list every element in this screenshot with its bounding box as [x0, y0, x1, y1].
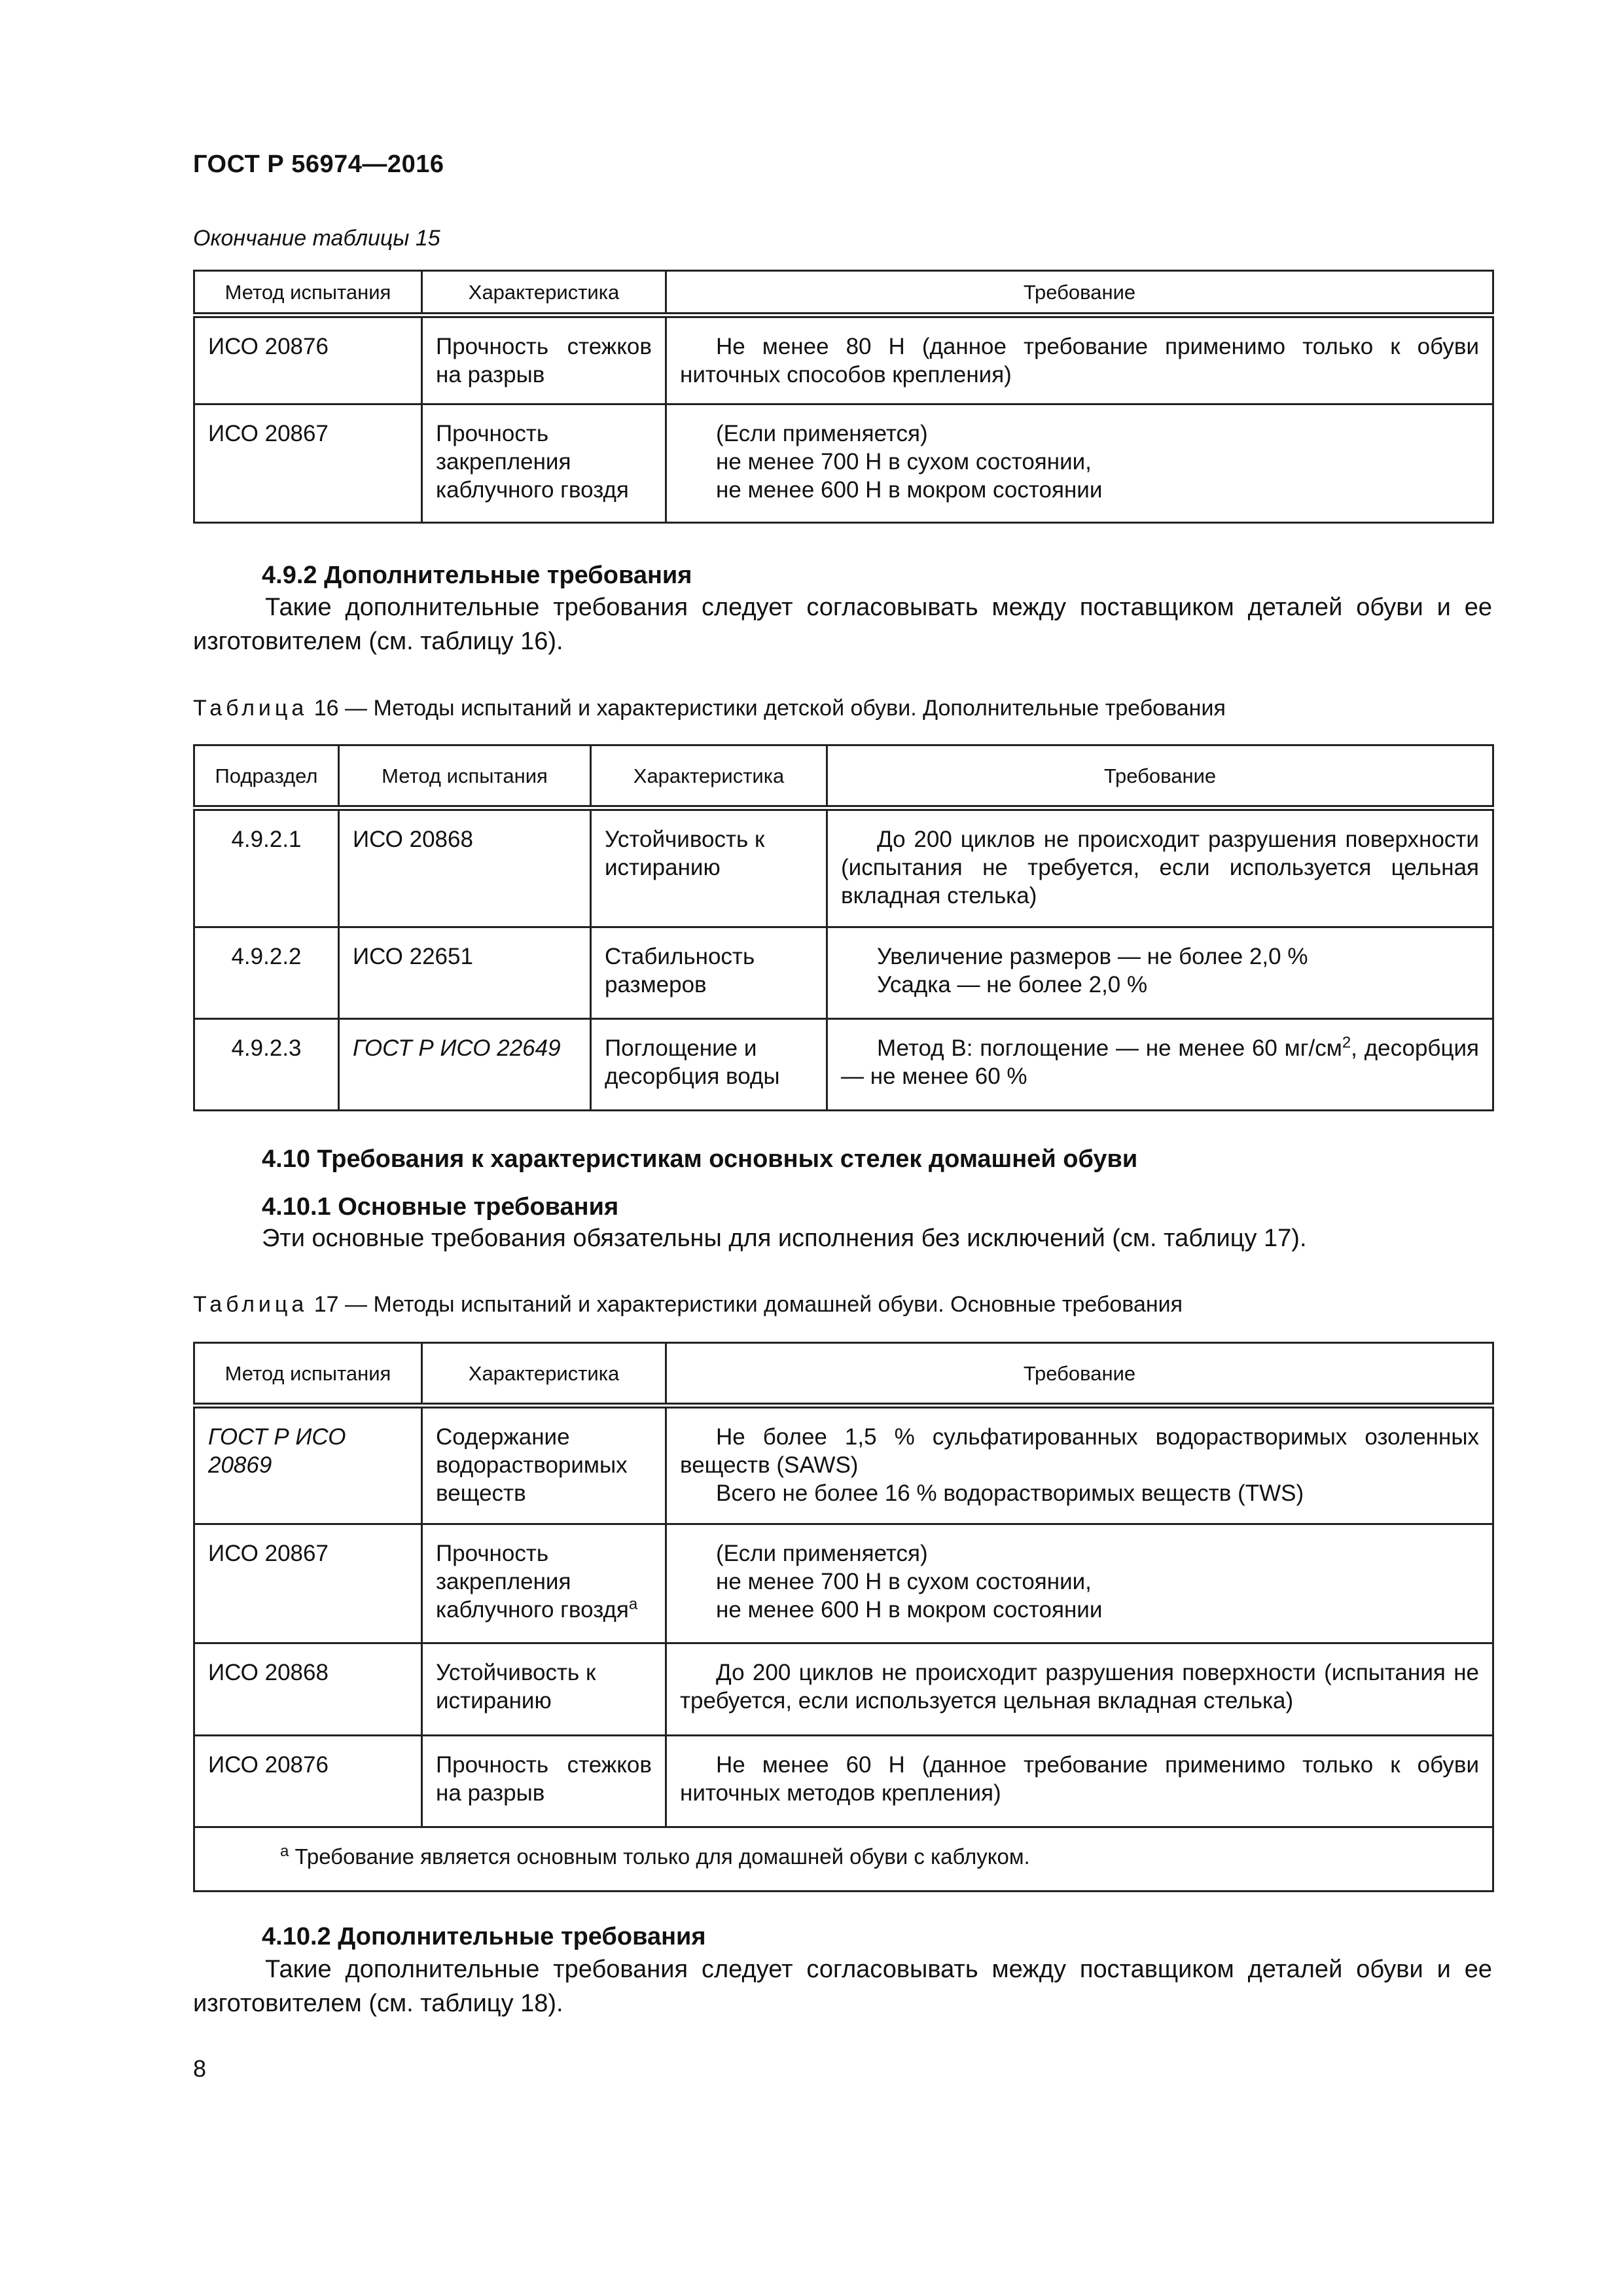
requirement-text: , десорбция — не менее 60 %	[841, 1035, 1480, 1089]
characteristic-cell: Прочность стежков на разрыв	[422, 1736, 666, 1827]
section-heading-4-10: 4.10 Требования к характеристикам основных стелек домашней обуви	[262, 1145, 1138, 1173]
footnote-marker: а	[628, 1595, 638, 1613]
table17-caption	[193, 1292, 1183, 1318]
subsection-cell: 4.9.2.2	[194, 927, 339, 1019]
method-cell: ГОСТ Р ИСО 22649	[339, 1019, 591, 1111]
characteristic-cell: Прочность закрепления каблучного гвоздя	[422, 404, 666, 523]
footnote-marker: а	[280, 1842, 289, 1860]
section-text-4-10-1: Эти основные требования обязательны для исполнения без исключений (см. таблицу 17).	[262, 1225, 1307, 1252]
table-row	[194, 808, 1493, 927]
requirement-line: не менее 600 Н в мокром состоянии	[716, 477, 1103, 503]
requirement-line: (Если применяется)	[716, 421, 928, 446]
table16	[193, 744, 1494, 1111]
requirement-cell: Не менее 80 Н (данное требование применимо только к обуви ниточных способов крепления)	[666, 315, 1493, 404]
requirement-cell	[827, 1019, 1493, 1111]
table17-header-requirement: Требование	[666, 1343, 1493, 1406]
footnote-text: Требование является основным только для домашней обуви с каблуком.	[294, 1844, 1030, 1869]
table16-caption	[193, 696, 1226, 721]
method-cell: ИСО 20867	[194, 404, 422, 523]
table16-header-method: Метод испытания	[339, 745, 591, 808]
requirement-line: Увеличение размеров — не более 2,0 %	[877, 944, 1308, 969]
method-cell: ИСО 20876	[194, 1736, 422, 1827]
table16-header-requirement: Требование	[827, 745, 1493, 808]
requirement-cell	[827, 927, 1493, 1019]
table17	[193, 1342, 1494, 1892]
requirement-line: не менее 700 Н в сухом состоянии,	[716, 1569, 1092, 1594]
table15	[193, 270, 1494, 524]
requirement-line: (Если применяется)	[716, 1541, 928, 1566]
requirement-cell: Не менее 60 Н (данное требование применимо только к обуви ниточных методов крепления)	[666, 1736, 1493, 1827]
characteristic-text: Прочность закрепления каблучного гвоздя	[436, 1541, 629, 1623]
table-row	[194, 1406, 1493, 1524]
table15-header-method: Метод испытания	[194, 271, 422, 315]
method-cell: ИСО 20868	[339, 808, 591, 927]
table17-header-method: Метод испытания	[194, 1343, 422, 1406]
table15-caption: Окончание таблицы 15	[193, 226, 440, 251]
characteristic-cell: Поглощение и десорбция воды	[591, 1019, 827, 1111]
characteristic-cell: Прочность стежков на разрыв	[422, 315, 666, 404]
table15-header-characteristic: Характеристика	[422, 271, 666, 315]
characteristic-cell: Содержание водорастворимых веществ	[422, 1406, 666, 1524]
section-text-4-9-2: Такие дополнительные требования следует согласовывать между поставщиком деталей обуви и ее изготовителем (см. таблицу 16).	[193, 594, 1492, 655]
section-text-4-10-2: Такие дополнительные требования следует согласовывать между поставщиком деталей обуви и ее изготовителем (см. таблицу 18).	[193, 1956, 1492, 2017]
characteristic-cell	[422, 1524, 666, 1643]
method-cell: ИСО 20876	[194, 315, 422, 404]
subsection-cell: 4.9.2.3	[194, 1019, 339, 1111]
superscript: 2	[1342, 1033, 1351, 1052]
requirement-cell: До 200 циклов не происходит разрушения поверхности (испытания не требуется, если используется цельная вкладная стелька)	[666, 1643, 1493, 1736]
requirement-line: Не более 1,5 % сульфатированных водорастворимых озоленных веществ (SAWS)	[680, 1424, 1479, 1478]
method-cell: ИСО 20868	[194, 1643, 422, 1736]
section-heading-4-9-2: 4.9.2 Дополнительные требования	[262, 562, 692, 589]
table15-header-requirement: Требование	[666, 271, 1493, 315]
section-heading-4-10-1: 4.10.1 Основные требования	[262, 1193, 619, 1221]
requirement-cell	[666, 1524, 1493, 1643]
table-label: Таблица	[193, 696, 308, 721]
table17-header-characteristic: Характеристика	[422, 1343, 666, 1406]
requirement-text: Метод B: поглощение — не менее 60 мг/см	[877, 1035, 1342, 1061]
table-row	[194, 1643, 1493, 1736]
table16-header-characteristic: Характеристика	[591, 745, 827, 808]
characteristic-cell: Стабильность размеров	[591, 927, 827, 1019]
table17-caption-text: 17 — Методы испытаний и характеристики домашней обуви. Основные требования	[313, 1292, 1183, 1317]
table-row	[194, 927, 1493, 1019]
characteristic-cell: Устойчивость к истиранию	[591, 808, 827, 927]
characteristic-cell: Устойчивость к истиранию	[422, 1643, 666, 1736]
requirement-cell	[666, 1406, 1493, 1524]
table-row	[194, 1019, 1493, 1111]
subsection-cell: 4.9.2.1	[194, 808, 339, 927]
footnote-cell	[194, 1827, 1493, 1892]
requirement-line: не менее 600 Н в мокром состоянии	[716, 1597, 1103, 1623]
table-footnote-row	[194, 1827, 1493, 1892]
table-row	[194, 315, 1493, 404]
method-cell: ИСО 22651	[339, 927, 591, 1019]
method-cell: ГОСТ Р ИСО 20869	[194, 1406, 422, 1524]
document-title: ГОСТ Р 56974—2016	[193, 151, 444, 178]
section-heading-4-10-2: 4.10.2 Дополнительные требования	[262, 1923, 706, 1950]
method-cell: ИСО 20867	[194, 1524, 422, 1643]
table16-header-subsection: Подраздел	[194, 745, 339, 808]
requirement-line: Всего не более 16 % водорастворимых веществ (TWS)	[716, 1480, 1304, 1506]
table-row	[194, 1524, 1493, 1643]
table-row	[194, 1736, 1493, 1827]
table-label: Таблица	[193, 1292, 308, 1317]
requirement-line: Усадка — не более 2,0 %	[877, 972, 1148, 997]
table-row	[194, 404, 1493, 523]
page-number: 8	[193, 2055, 207, 2082]
table16-caption-text: 16 — Методы испытаний и характеристики детской обуви. Дополнительные требования	[313, 696, 1226, 721]
requirement-cell	[666, 404, 1493, 523]
requirement-cell: До 200 циклов не происходит разрушения поверхности (испытания не требуется, если используется цельная вкладная стелька)	[827, 808, 1493, 927]
requirement-line: не менее 700 Н в сухом состоянии,	[716, 449, 1092, 475]
